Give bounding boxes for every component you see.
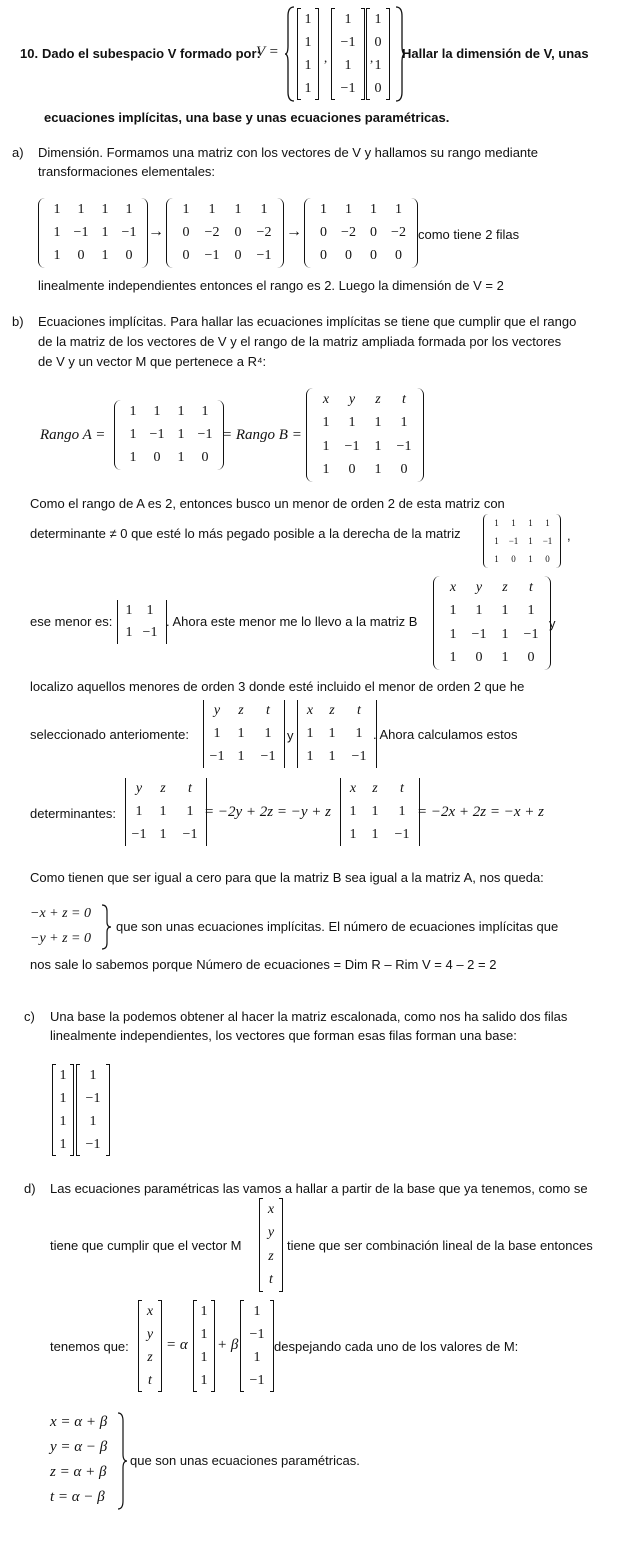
det-1-result: = −2y + 2z = −y + z (204, 804, 331, 820)
param-eq-t: t = α − β (50, 1489, 105, 1505)
menor-text: . Ahora este menor me lo llevo a la matriz B (166, 614, 418, 629)
part-a-conclusion: linealmente independientes entonces el rango es 2. Luego la dimensión de V = 2 (38, 278, 504, 293)
set-open-brace (284, 6, 296, 102)
param-eq-y: y = α − β (50, 1439, 108, 1455)
part-b-text-2: de la matriz de los vectores de V y el rango de la matriz ampliada formada por los vectores (38, 334, 562, 349)
implicit-eq-2: −y + z = 0 (30, 931, 92, 946)
menor-matrix: 1 1 1 −1 (117, 600, 167, 644)
part-a-after: como tiene 2 filas (418, 227, 520, 242)
implicit-close-brace (100, 904, 112, 950)
v-label: V = (256, 44, 279, 60)
det-label: determinantes: (30, 806, 116, 821)
selec-label: seleccionado anteriomente: (30, 727, 189, 742)
y-after-b: y (549, 616, 556, 631)
implicit-text: que son unas ecuaciones implícitas. El número de ecuaciones implícitas que (116, 919, 559, 934)
det-1-minor: y z t 1 1 1 −1 1 −1 (203, 700, 285, 768)
task-line-1: Hallar la dimensión de V, unas (402, 46, 589, 61)
part-a-label: a) (12, 145, 24, 160)
part-d-text-2b: tiene que ser combinación lineal de la base entonces (287, 1238, 593, 1253)
part-c-text-2: linealmente independientes, los vectores que forman esas filas forman una base: (50, 1028, 517, 1043)
base-b2: 1 −1 1 −1 (240, 1300, 274, 1392)
menor-label: ese menor es: (30, 614, 113, 629)
v-vector-1: 1 1 1 1 (297, 8, 319, 100)
part-b-p5: nos sale lo sabemos porque Número de ecuaciones = Dim R – Rim V = 4 – 2 = 2 (30, 957, 497, 972)
small-matrix: 1 1 1 1 1 −1 1 −1 1 0 1 0 (483, 514, 561, 568)
part-b-p3: localizo aquellos menores de orden 3 donde esté incluido el menor de orden 2 que he (30, 679, 525, 694)
arrow-1: → (148, 223, 164, 240)
base-b1: 1 1 1 1 (193, 1300, 215, 1392)
param-close-brace (116, 1412, 128, 1510)
despejando-text: despejando cada uno de los valores de M: (274, 1339, 519, 1354)
part-b-p1: Como el rango de A es 2, entonces busco un menor de orden 2 de esta matriz con (30, 496, 505, 511)
part-b-p4: Como tienen que ser igual a cero para que la matriz B sea igual a la matriz A, nos queda: (30, 870, 544, 885)
param-text: que son unas ecuaciones paramétricas. (130, 1453, 360, 1468)
plus-beta: + β (217, 1337, 239, 1353)
part-a-text-2: transformaciones elementales: (38, 164, 216, 179)
task-line-2: ecuaciones implícitas, una base y unas ecuaciones paramétricas. (44, 110, 450, 125)
det-2-result: = −2x + 2z = −x + z (417, 804, 544, 820)
comma: , (567, 528, 571, 543)
base-vector-1: 1 1 1 1 (52, 1064, 74, 1156)
param-eq-z: z = α + β (50, 1464, 107, 1480)
matrix-b-repeat: x y z t 1 1 1 1 1 −1 1 −1 1 0 1 0 (433, 576, 551, 670)
part-d-text-2a: tiene que cumplir que el vector M (50, 1238, 242, 1253)
part-b-p2: determinante ≠ 0 que esté lo más pegado posible a la derecha de la matriz (30, 526, 461, 541)
implicit-eq-1: −x + z = 0 (30, 906, 92, 921)
matrix-m2: 1 1 1 1 0 −2 0 −2 0 −1 0 −1 (166, 198, 284, 268)
matrix-m3: 1 1 1 1 0 −2 0 −2 0 0 0 0 (304, 198, 418, 268)
det-2-minor: x z t 1 1 1 1 1 −1 (297, 700, 377, 768)
base-vector-2: 1 −1 1 −1 (76, 1064, 110, 1156)
part-d-text-1: Las ecuaciones paramétricas las vamos a hallar a partir de la base que ya tenemos, como se (50, 1181, 588, 1196)
matrix-b: x y z t 1 1 1 1 1 −1 1 −1 1 0 1 0 (306, 388, 424, 482)
y-between: y (287, 728, 294, 743)
vector-m-eq: x y z t (138, 1300, 162, 1392)
v-vector-2: 1 −1 1 −1 (331, 8, 365, 100)
problem-lead: Dado el subespacio V formado por: (42, 46, 261, 61)
part-c-label: c) (24, 1009, 35, 1024)
param-eq-x: x = α + β (50, 1414, 108, 1430)
det-1: y z t 1 1 1 −1 1 −1 (125, 778, 207, 846)
equals-alpha: = α (166, 1337, 188, 1353)
rango-a-label: Rango A = (40, 427, 106, 443)
rango-b-label: = Rango B = (222, 427, 302, 443)
calc-text: . Ahora calculamos estos (373, 727, 518, 742)
det-2: x z t 1 1 1 1 1 −1 (340, 778, 420, 846)
arrow-2: → (286, 223, 302, 240)
tenemos-label: tenemos que: (50, 1339, 129, 1354)
part-b-label: b) (12, 314, 24, 329)
problem-number: 10. (20, 46, 39, 61)
vector-m: x y z t (259, 1198, 283, 1292)
matrix-m1: 1 1 1 1 1 −1 1 −1 1 0 1 0 (38, 198, 148, 268)
part-b-text-1: Ecuaciones implícitas. Para hallar las ecuaciones implícitas se tiene que cumplir que el rango (38, 314, 577, 329)
v-vector-3: 1 0 1 0 (366, 8, 390, 100)
part-a-text-1: Dimensión. Formamos una matriz con los vectores de V y hallamos su rango mediante (38, 145, 538, 160)
part-d-label: d) (24, 1181, 36, 1196)
matrix-a: 1 1 1 1 1 −1 1 −1 1 0 1 0 (114, 400, 224, 470)
part-b-text-3: de V y un vector M que pertenece a R⁴: (38, 354, 267, 369)
part-c-text-1: Una base la podemos obtener al hacer la matriz escalonada, como nos ha salido dos filas (50, 1009, 568, 1024)
